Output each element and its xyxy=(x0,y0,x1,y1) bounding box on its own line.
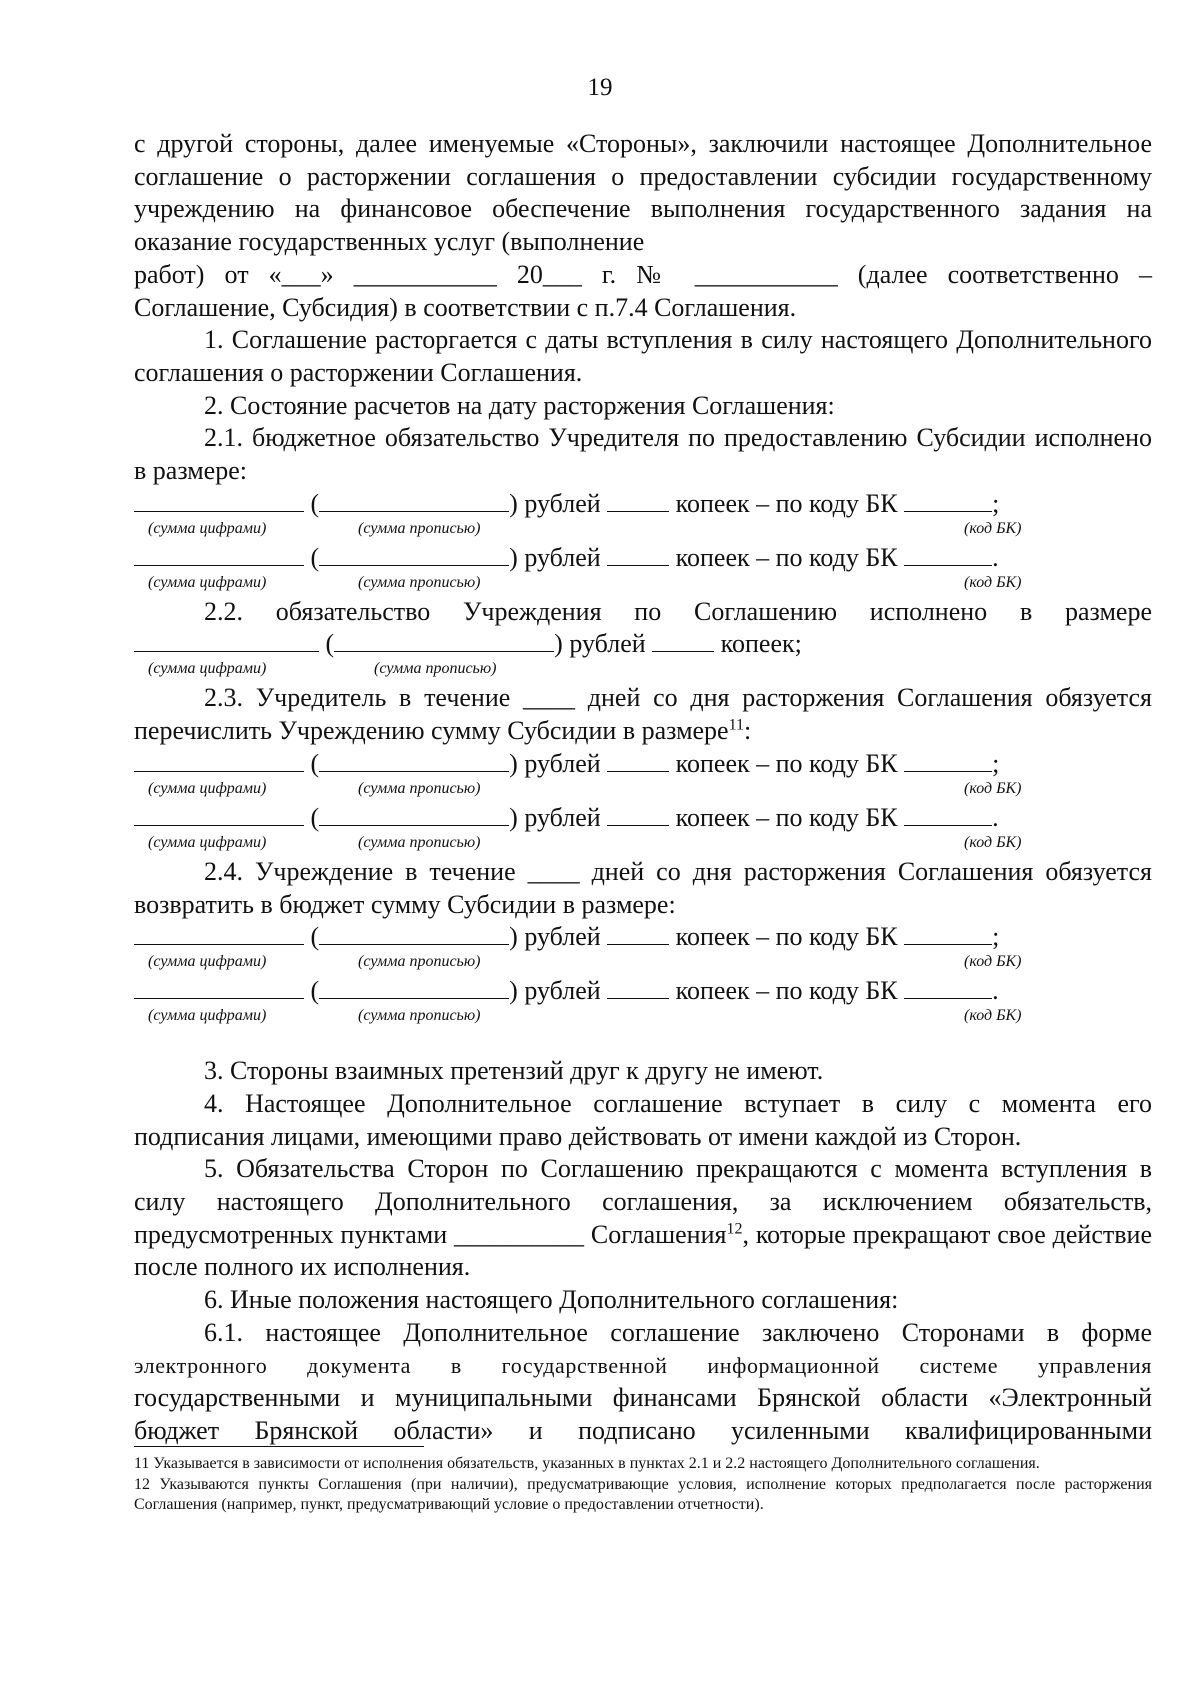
intro-date-line: работ) от «___» ___________ 20___ г. № ___________ (далее соответственно – xyxy=(134,259,1152,289)
clause-4: 4. Настоящее Дополнительное соглашение вступает в силу с момента его подписания лицами, имеющими право действовать от имени каждой из Сторон. xyxy=(134,1088,1152,1151)
kopecks-blank[interactable] xyxy=(607,489,669,512)
caption-row: (сумма цифрами) (сумма прописью) (код БК) xyxy=(148,1007,1022,1025)
clause-6-1-line3: государственными и муниципальными финансами Брянской области «Электронный бюджет Брянской области» и подписано усиленными квалифицированными xyxy=(134,1383,1152,1445)
document-body xyxy=(134,128,1152,1448)
amount-row: ( ) рублей копеек – по коду БК ; xyxy=(134,488,1152,520)
bk-code-blank[interactable] xyxy=(904,922,992,945)
caption-row: (сумма цифрами) (сумма прописью) (код БК) xyxy=(148,519,1022,537)
page-number: 19 xyxy=(587,74,613,101)
amount-row: ( ) рублей копеек – по коду БК ; xyxy=(134,748,1152,780)
clause-2: 2. Состояние расчетов на дату расторжения Соглашения: xyxy=(204,390,835,420)
kopecks-blank[interactable] xyxy=(607,543,669,566)
bk-code-blank[interactable] xyxy=(904,489,992,512)
sum-words-blank[interactable] xyxy=(319,749,509,772)
clause-2-4: 2.4. Учреждение в течение ____ дней со дня расторжения Соглашения обязуется возвратить в бюджет сумму Субсидии в размере: xyxy=(134,856,1152,919)
footnote-ref: 12 xyxy=(726,1220,743,1238)
intro-text: с другой стороны, далее именуемые «Стороны», заключили настоящее Дополнительное соглашение о расторжении соглашения о предоставлении субсидии государственному учреждению на финансовое обеспечение выполнения государственного задания на оказание государственных услуг (выполнение xyxy=(134,129,1152,257)
sum-digits-blank[interactable] xyxy=(134,629,319,652)
clause-6-1-line1: 6.1. настоящее Дополнительное соглашение заключено Сторонами в форме xyxy=(204,1317,1152,1347)
clause-2-2: 2.2. обязательство Учреждения по Соглашению исполнено в размере xyxy=(204,596,1152,626)
caption-row: (сумма цифрами) (сумма прописью) (код БК) xyxy=(148,779,1022,797)
bk-code-blank[interactable] xyxy=(904,976,992,999)
amount-row: ( ) рублей копеек; xyxy=(134,628,1152,660)
amount-row: ( ) рублей копеек – по коду БК . xyxy=(134,542,1152,574)
kopecks-blank[interactable] xyxy=(607,922,669,945)
footnote-ref: 11 xyxy=(728,716,745,734)
footnotes xyxy=(134,1454,1152,1516)
sum-digits-blank[interactable] xyxy=(134,976,304,999)
footnote-11: 11 Указывается в зависимости от исполнения обязательств, указанных в пунктах 2.1 и 2.2 настоящего Дополнительного соглашения. xyxy=(134,1455,1040,1472)
kopecks-blank[interactable] xyxy=(652,629,714,652)
amount-row: ( ) рублей копеек – по коду БК . xyxy=(134,975,1152,1007)
kopecks-blank[interactable] xyxy=(607,803,669,826)
caption-row: (сумма цифрами) (сумма прописью) xyxy=(148,660,497,678)
caption-row: (сумма цифрами) (сумма прописью) (код БК) xyxy=(148,953,1022,971)
bk-code-blank[interactable] xyxy=(904,749,992,772)
clause-5: 5. Обязательства Сторон по Соглашению прекращаются с момента вступления в силу настоящего Дополнительного соглашения, за исключением обязательств, предусмотренных пунктами __________ Соглашения$^{12}$, которые прекращают свое действие после полного их исполнения. xyxy=(134,1154,1152,1282)
clause-2-1: 2.1. бюджетное обязательство Учредителя по предоставлению Субсидии исполнено в размере: xyxy=(134,423,1152,486)
bk-code-blank[interactable] xyxy=(904,803,992,826)
clause-1: 1. Соглашение расторгается с даты вступления в силу настоящего Дополнительного соглашения о расторжении Соглашения. xyxy=(134,325,1152,387)
sum-words-blank[interactable] xyxy=(319,543,509,566)
amount-row: ( ) рублей копеек – по коду БК . xyxy=(134,802,1152,834)
sum-words-blank[interactable] xyxy=(319,489,509,512)
clause-6-1-line2: электронного документа в государственной информационной системе управления xyxy=(134,1352,1152,1378)
intro-paragraph xyxy=(134,128,1152,259)
footnote-separator xyxy=(134,1446,424,1447)
sum-digits-blank[interactable] xyxy=(134,803,304,826)
kopecks-blank[interactable] xyxy=(607,976,669,999)
footnote-12: 12 Указываются пункты Соглашения (при наличии), предусматривающие условия, исполнение которых предполагается после расторжения Соглашения (например, пункт, предусматривающий условие о предоставлении отчетности). xyxy=(134,1475,1152,1513)
kopecks-blank[interactable] xyxy=(607,749,669,772)
sum-digits-blank[interactable] xyxy=(134,543,304,566)
caption-row: (сумма цифрами) (сумма прописью) (код БК) xyxy=(148,573,1022,591)
caption-row: (сумма цифрами) (сумма прописью) (код БК) xyxy=(148,833,1022,851)
sum-digits-blank[interactable] xyxy=(134,749,304,772)
clause-6: 6. Иные положения настоящего Дополнительного соглашения: xyxy=(204,1285,899,1315)
sum-words-blank[interactable] xyxy=(319,803,509,826)
clause-3: 3. Стороны взаимных претензий друг к другу не имеют. xyxy=(204,1056,824,1086)
sum-digits-blank[interactable] xyxy=(134,489,304,512)
sum-words-blank[interactable] xyxy=(334,629,554,652)
amount-row: ( ) рублей копеек – по коду БК ; xyxy=(134,921,1152,953)
intro-end-line: Соглашение, Субсидия) в соответствии с п.7.4 Соглашения. xyxy=(134,292,797,322)
sum-digits-blank[interactable] xyxy=(134,922,304,945)
bk-code-blank[interactable] xyxy=(904,543,992,566)
sum-words-blank[interactable] xyxy=(319,922,509,945)
sum-words-blank[interactable] xyxy=(319,976,509,999)
clause-2-3: 2.3. Учредитель в течение ____ дней со дня расторжения Соглашения обязуется перечислить Учреждению сумму Субсидии в размере$^{11}$: xyxy=(134,683,1152,746)
